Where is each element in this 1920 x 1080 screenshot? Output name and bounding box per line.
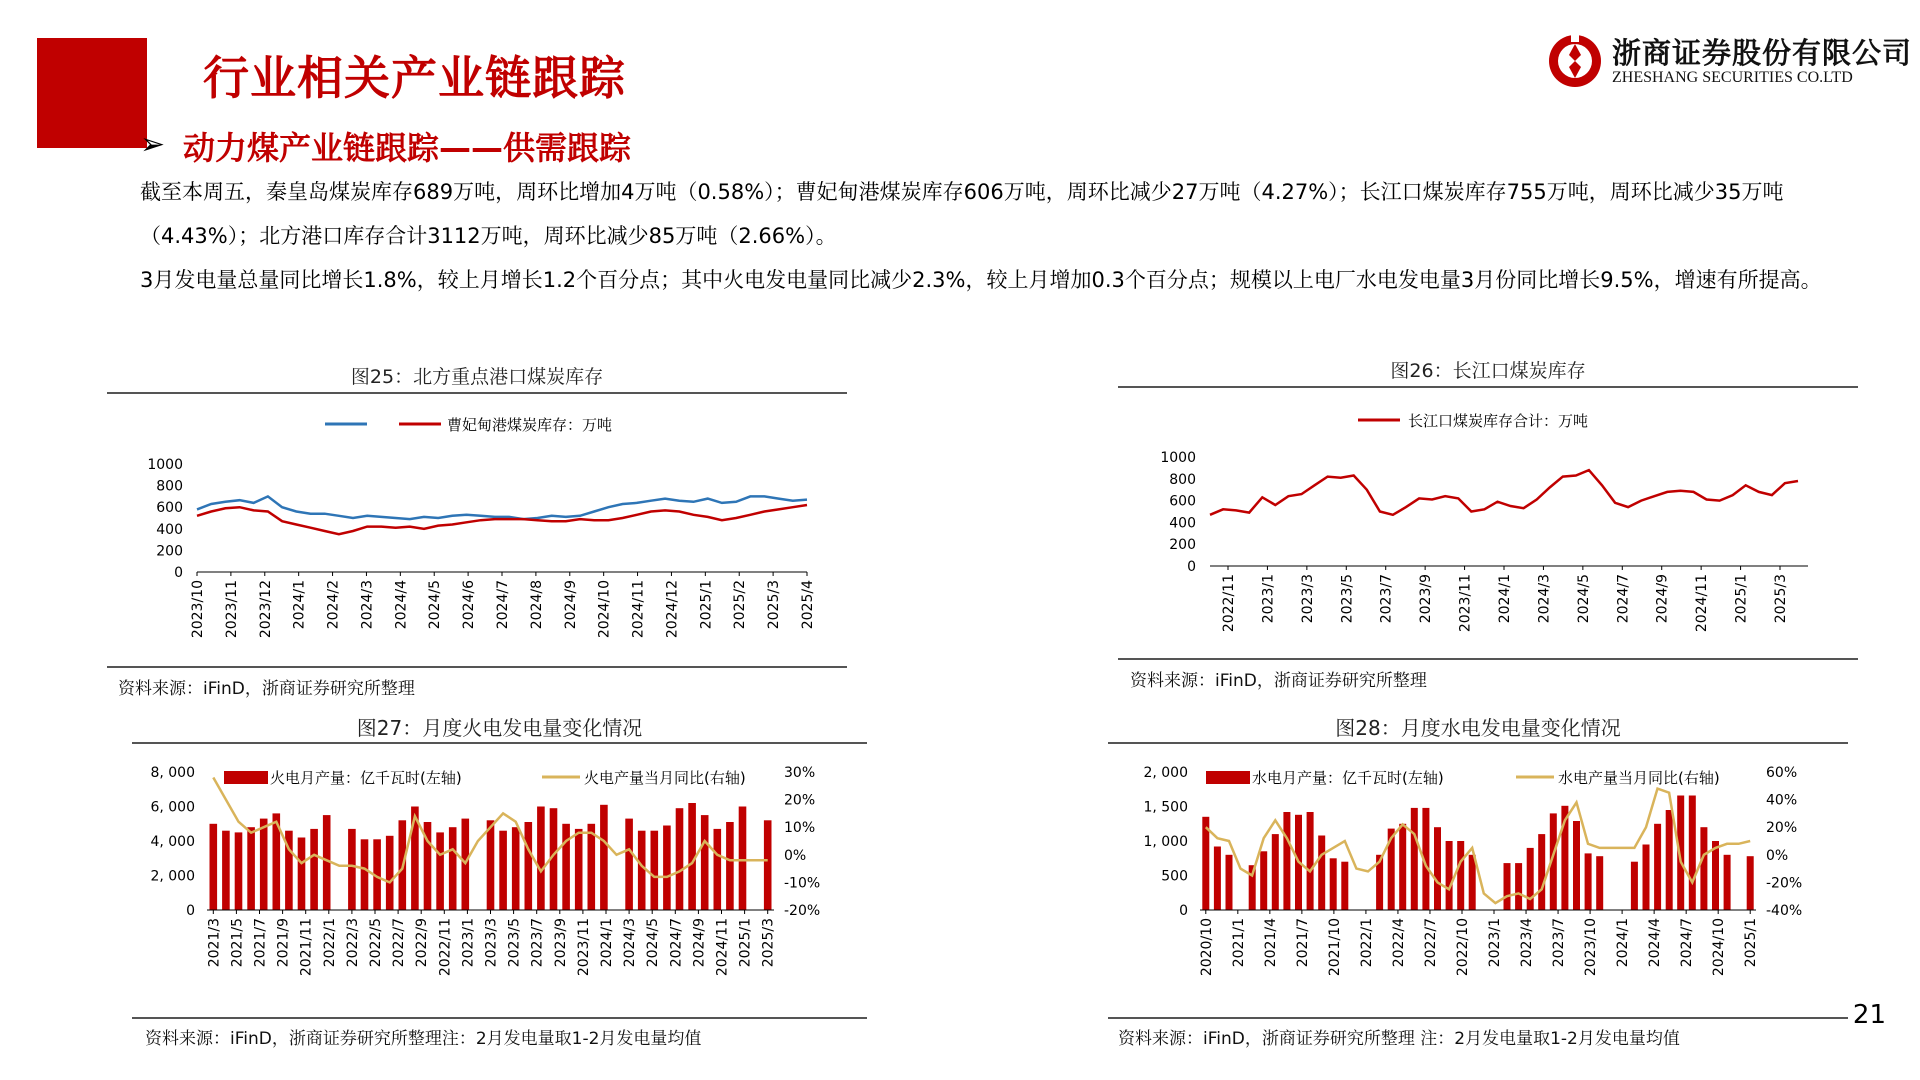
chart27-bar — [210, 824, 218, 910]
chart27-legend-bar-swatch — [224, 771, 268, 784]
chart27-x-tick-label: 2022/9 — [414, 918, 431, 968]
chart28-y-left-tick-label: 1, 000 — [1143, 834, 1188, 850]
chart25-x-tick-label: 2023/12 — [257, 580, 274, 639]
chart28-x-tick-label: 2020/10 — [1198, 918, 1215, 977]
chart28-bar — [1538, 834, 1545, 910]
chart25-title: 图25：北方重点港口煤炭库存 — [350, 366, 604, 388]
chart26-x-tick-label: 2022/11 — [1221, 574, 1237, 633]
chart25-x-tick-label: 2024/1 — [291, 580, 308, 630]
chart27-bar — [525, 822, 533, 910]
chart25-x-tick-label: 2024/9 — [562, 580, 579, 630]
company-logo-icon — [1545, 30, 1609, 92]
chart28-bar — [1747, 856, 1754, 910]
chart26-y-tick-label: 0 — [1187, 559, 1196, 575]
chart25-x-tick-label: 2025/4 — [800, 580, 816, 630]
chart28-bar — [1272, 834, 1279, 910]
chart27-y-left-tick-label: 6, 000 — [150, 799, 195, 816]
chart28-x-tick-label: 2023/4 — [1519, 918, 1536, 968]
chart27-x-tick-label: 2023/5 — [506, 918, 523, 968]
chart27-bar — [247, 827, 255, 910]
chart27-y-left-tick-label: 4, 000 — [150, 834, 195, 850]
chart26-x-tick-label: 2023/7 — [1378, 574, 1395, 624]
chart25-x-tick-label: 2024/5 — [427, 580, 444, 630]
chart26-x-tick-label: 2024/7 — [1615, 574, 1632, 624]
chart27-bar — [714, 829, 722, 910]
chart28-bar — [1260, 851, 1267, 910]
chart28-bar — [1724, 855, 1731, 910]
chart28-bar — [1712, 841, 1719, 910]
chart27-x-tick-label: 2023/7 — [529, 918, 546, 968]
chart27-bar — [676, 808, 684, 910]
chart28-bar — [1573, 821, 1580, 910]
chart28-bar — [1643, 845, 1650, 911]
chart27-x-tick-label: 2023/3 — [483, 918, 500, 968]
chart27-bar — [537, 807, 545, 911]
chart25-x-tick-label: 2024/11 — [630, 580, 647, 639]
chart28-bar — [1469, 855, 1476, 910]
chart26-x-tick-label: 2025/1 — [1733, 574, 1750, 624]
chart27-x-tick-label: 2025/3 — [760, 918, 777, 968]
chart26-legend-label: 长江口煤炭库存合计：万吨 — [1408, 412, 1589, 430]
section-bullet-icon: ➢ — [140, 127, 166, 162]
chart28-bar — [1631, 862, 1638, 910]
chart26-x-tick-label: 2023/1 — [1260, 574, 1277, 624]
chart25-bottom-rule — [107, 666, 847, 668]
chart27-bar — [222, 831, 230, 910]
chart26-x-tick-label: 2023/9 — [1418, 574, 1435, 624]
chart27-bar — [361, 839, 369, 910]
chart27-bar — [764, 820, 772, 910]
chart28-y-left-tick-label: 500 — [1161, 868, 1188, 885]
chart25-x-tick-label: 2024/7 — [495, 580, 511, 630]
chart28-bar — [1585, 853, 1592, 910]
chart28-source: 资料来源：iFinD，浙商证券研究所整理 注：2月发电量取1-2月发电量均值 — [1118, 1029, 1680, 1049]
chart28-x-tick-label: 2024/10 — [1711, 918, 1728, 977]
chart27-x-tick-label: 2023/1 — [460, 918, 477, 968]
chart25-x-tick-label: 2025/3 — [766, 580, 783, 630]
chart25-plot — [107, 400, 847, 670]
chart26-bottom-rule — [1118, 658, 1858, 660]
chart25-y-tick-label: 400 — [156, 521, 183, 538]
chart27-x-tick-label: 2022/7 — [391, 918, 408, 968]
chart27-y-right-tick-label: -20% — [784, 903, 821, 919]
chart28-y-left-tick-label: 2, 000 — [1143, 765, 1188, 781]
chart27-x-tick-label: 2021/11 — [298, 918, 315, 977]
chart28-x-tick-label: 2022/7 — [1422, 918, 1439, 968]
chart27-bar — [663, 826, 671, 911]
chart27-x-tick-label: 2024/5 — [645, 918, 662, 968]
chart26-x-tick-label: 2023/11 — [1457, 574, 1474, 633]
chart25-x-tick-label: 2023/10 — [190, 580, 206, 639]
chart28-y-right-tick-label: 0% — [1766, 847, 1789, 864]
chart28-y-left-tick-label: 1, 500 — [1143, 799, 1188, 816]
chart28-title: 图28：月度水电发电量变化情况 — [1335, 716, 1621, 740]
chart27-bar — [600, 805, 608, 910]
chart28-plot — [1108, 748, 1848, 1016]
chart28-bar — [1318, 836, 1325, 911]
chart28-x-tick-label: 2023/1 — [1487, 918, 1504, 968]
chart28-y-right-tick-label: 60% — [1766, 765, 1798, 781]
chart27-bar — [348, 829, 356, 910]
chart25-x-tick-label: 2024/4 — [393, 580, 410, 630]
chart27-bar — [386, 836, 394, 910]
chart27-x-tick-label: 2024/1 — [599, 918, 615, 968]
chart27-x-tick-label: 2023/11 — [575, 918, 592, 977]
chart27-x-tick-label: 2025/1 — [737, 918, 754, 968]
chart27-bar — [638, 831, 646, 910]
chart28-legend-bar-swatch — [1206, 771, 1250, 784]
chart26-x-tick-label: 2024/11 — [1694, 574, 1711, 633]
chart27-legend-line-label: 火电产量当月同比(右轴) — [584, 769, 746, 787]
chart27-x-tick-label: 2021/7 — [252, 918, 269, 968]
page-title: 行业相关产业链跟踪 — [203, 51, 626, 105]
chart25-x-tick-label: 2024/6 — [461, 580, 478, 630]
chart26-y-tick-label: 800 — [1169, 471, 1196, 488]
chart27-bar — [575, 829, 583, 910]
chart25-legend-red-label: 曹妃甸港煤炭库存：万吨 — [447, 416, 613, 434]
chart27-x-tick-label: 2022/3 — [344, 918, 361, 968]
chart28-bar — [1504, 863, 1511, 910]
chart27-x-tick-label: 2022/1 — [321, 918, 338, 968]
chart26-y-tick-label: 600 — [1169, 493, 1196, 510]
chart28-bar — [1596, 856, 1603, 910]
chart26-x-tick-label: 2023/5 — [1339, 574, 1356, 624]
chart28-y-left-tick-label: 0 — [1179, 903, 1188, 919]
chart27-bar — [739, 807, 747, 911]
chart27-bar — [436, 832, 444, 910]
chart26-title: 图26：长江口煤炭库存 — [1390, 360, 1586, 382]
chart27-top-rule — [132, 742, 867, 744]
chart27-x-tick-label: 2022/11 — [437, 918, 454, 977]
chart27-x-tick-label: 2021/9 — [275, 918, 292, 968]
chart28-bar — [1283, 812, 1290, 910]
chart28-bar — [1689, 796, 1696, 911]
chart28-bar — [1214, 847, 1221, 911]
chart25-top-rule — [107, 392, 847, 394]
chart28-x-tick-label: 2021/4 — [1262, 918, 1279, 968]
chart27-bar — [235, 832, 243, 910]
chart27-legend-bar-label: 火电月产量：亿千瓦时(左轴) — [270, 769, 462, 787]
chart28-y-right-tick-label: 40% — [1766, 792, 1798, 809]
chart28-bar — [1307, 812, 1314, 910]
logo-company-name-cn: 浙商证券股份有限公司 — [1612, 36, 1913, 70]
chart28-y-right-tick-label: 20% — [1766, 820, 1798, 837]
chart27-y-right-tick-label: 0% — [784, 847, 807, 864]
chart27-y-left-tick-label: 0 — [186, 903, 195, 919]
chart26-plot — [1118, 394, 1858, 660]
chart28-x-tick-label: 2021/7 — [1294, 918, 1311, 968]
chart25-y-tick-label: 1000 — [147, 457, 183, 473]
page-number: 21 — [1852, 1000, 1886, 1030]
chart27-y-left-tick-label: 8, 000 — [150, 765, 195, 781]
chart28-x-tick-label: 2025/1 — [1743, 918, 1760, 968]
chart27-bar — [487, 820, 495, 910]
chart28-x-tick-label: 2022/4 — [1390, 918, 1407, 968]
section-title: 动力煤产业链跟踪——供需跟踪 — [183, 129, 632, 167]
chart26-x-tick-label: 2023/3 — [1299, 574, 1316, 624]
chart27-bar — [260, 819, 268, 910]
chart26-x-tick-label: 2024/9 — [1654, 574, 1671, 624]
chart27-x-tick-label: 2024/3 — [622, 918, 639, 968]
chart27-bar — [588, 824, 596, 910]
chart28-x-tick-label: 2023/7 — [1551, 918, 1568, 968]
chart27-x-tick-label: 2024/7 — [668, 918, 685, 968]
chart28-x-tick-label: 2024/1 — [1615, 918, 1632, 968]
chart28-bar — [1446, 841, 1453, 910]
chart28-legend-bar-label: 水电月产量：亿千瓦时(左轴) — [1252, 769, 1444, 787]
chart28-legend-line-label: 水电产量当月同比(右轴) — [1558, 769, 1720, 787]
chart26-x-tick-label: 2025/3 — [1773, 574, 1789, 624]
chart25-x-tick-label: 2025/2 — [732, 580, 749, 630]
chart27-bar — [701, 815, 709, 910]
logo-company-name-en: ZHESHANG SECURITIES CO.LTD — [1612, 69, 1853, 86]
chart27-y-right-tick-label: 20% — [784, 792, 816, 809]
chart27-x-tick-label: 2021/5 — [229, 918, 246, 968]
chart27-bar — [726, 822, 734, 910]
chart28-bar — [1434, 827, 1441, 910]
chart28-bar — [1341, 862, 1348, 910]
chart26-series-line — [1210, 470, 1798, 515]
chart28-x-tick-label: 2022/10 — [1454, 918, 1471, 977]
chart25-y-tick-label: 600 — [156, 500, 183, 517]
chart28-bar — [1457, 841, 1464, 910]
chart26-y-tick-label: 400 — [1169, 515, 1196, 532]
chart28-bar — [1515, 863, 1522, 910]
chart27-bar — [499, 831, 507, 910]
chart28-x-tick-label: 2021/1 — [1230, 918, 1247, 968]
chart28-bar — [1654, 824, 1661, 910]
chart27-title: 图27：月度火电发电量变化情况 — [356, 716, 643, 740]
chart27-bar — [449, 827, 457, 910]
chart27-source: 资料来源：iFinD，浙商证券研究所整理注：2月发电量取1-2月发电量均值 — [145, 1029, 702, 1049]
chart27-x-tick-label: 2024/9 — [691, 918, 708, 968]
chart27-bar — [512, 827, 520, 910]
chart26-x-tick-label: 2024/5 — [1575, 574, 1592, 624]
chart26-source: 资料来源：iFinD，浙商证券研究所整理 — [1130, 671, 1427, 691]
chart28-bottom-rule — [1108, 1017, 1848, 1019]
header-red-block — [37, 38, 147, 148]
body-paragraph-inventory: 截至本周五，秦皇岛煤炭库存689万吨，周环比增加4万吨（0.58%）；曹妃甸港煤炭库存606万吨，周环比减少27万吨（4.27%）；长江口煤炭库存755万吨，周环比减少35万吨（4.43%）；北方港口库存合计3112万吨，周环比减少85万吨（2.66%）。 — [140, 180, 1784, 248]
chart27-bar — [651, 831, 659, 910]
chart28-top-rule — [1108, 742, 1848, 744]
chart28-bar — [1527, 848, 1534, 910]
chart28-bar — [1666, 810, 1673, 910]
chart25-series-blue-line — [197, 496, 807, 519]
chart28-x-tick-label: 2024/7 — [1679, 918, 1696, 968]
chart27-x-tick-label: 2023/9 — [552, 918, 569, 968]
chart25-x-tick-label: 2024/12 — [664, 580, 681, 639]
chart27-x-tick-label: 2022/5 — [368, 918, 384, 968]
chart25-source: 资料来源：iFinD，浙商证券研究所整理 — [118, 679, 415, 699]
chart27-bar — [562, 824, 570, 910]
chart26-x-tick-label: 2024/3 — [1536, 574, 1553, 624]
chart28-x-tick-label: 2021/10 — [1326, 918, 1343, 977]
chart25-y-tick-label: 0 — [174, 565, 183, 581]
chart25-x-tick-label: 2024/8 — [528, 580, 545, 630]
chart27-bar — [298, 838, 306, 911]
chart26-x-tick-label: 2024/1 — [1497, 574, 1513, 624]
chart25-x-tick-label: 2023/11 — [223, 580, 240, 639]
chart27-plot — [132, 748, 867, 1016]
chart25-x-tick-label: 2024/10 — [596, 580, 613, 639]
chart25-x-tick-label: 2024/2 — [325, 580, 342, 630]
chart27-bottom-rule — [132, 1017, 867, 1019]
chart25-y-tick-label: 800 — [156, 478, 183, 495]
chart27-y-right-tick-label: 10% — [784, 820, 816, 837]
chart27-y-right-tick-label: 30% — [784, 765, 816, 781]
chart28-bar — [1226, 855, 1233, 910]
chart27-x-tick-label: 2021/3 — [206, 918, 223, 968]
chart26-top-rule — [1118, 386, 1858, 388]
chart28-bar — [1700, 827, 1707, 910]
chart28-bar — [1399, 824, 1406, 910]
chart26-y-tick-label: 200 — [1169, 537, 1196, 554]
chart28-x-tick-label: 2023/10 — [1583, 918, 1600, 977]
chart28-bar — [1330, 858, 1337, 910]
body-paragraph-power-generation: 3月发电量总量同比增长1.8%，较上月增长1.2个百分点；其中火电发电量同比减少2.3%，较上月增加0.3个百分点；规模以上电厂水电发电量3月份同比增长9.5%，增速有所提高。 — [140, 268, 1822, 292]
chart28-x-tick-label: 2022/1 — [1358, 918, 1375, 968]
chart26-y-tick-label: 1000 — [1160, 450, 1196, 466]
chart27-y-left-tick-label: 2, 000 — [150, 868, 195, 885]
chart27-bar — [310, 829, 318, 910]
chart28-y-right-tick-label: -20% — [1766, 875, 1803, 892]
chart28-x-tick-label: 2024/4 — [1647, 918, 1664, 968]
chart28-y-right-tick-label: -40% — [1766, 903, 1803, 919]
chart25-x-tick-label: 2024/3 — [359, 580, 376, 630]
chart25-y-tick-label: 200 — [156, 543, 183, 560]
chart27-x-tick-label: 2024/11 — [714, 918, 731, 977]
chart27-bar — [625, 819, 633, 910]
chart27-y-right-tick-label: -10% — [784, 875, 821, 892]
chart28-bar — [1411, 808, 1418, 910]
chart25-x-tick-label: 2025/1 — [698, 580, 715, 630]
